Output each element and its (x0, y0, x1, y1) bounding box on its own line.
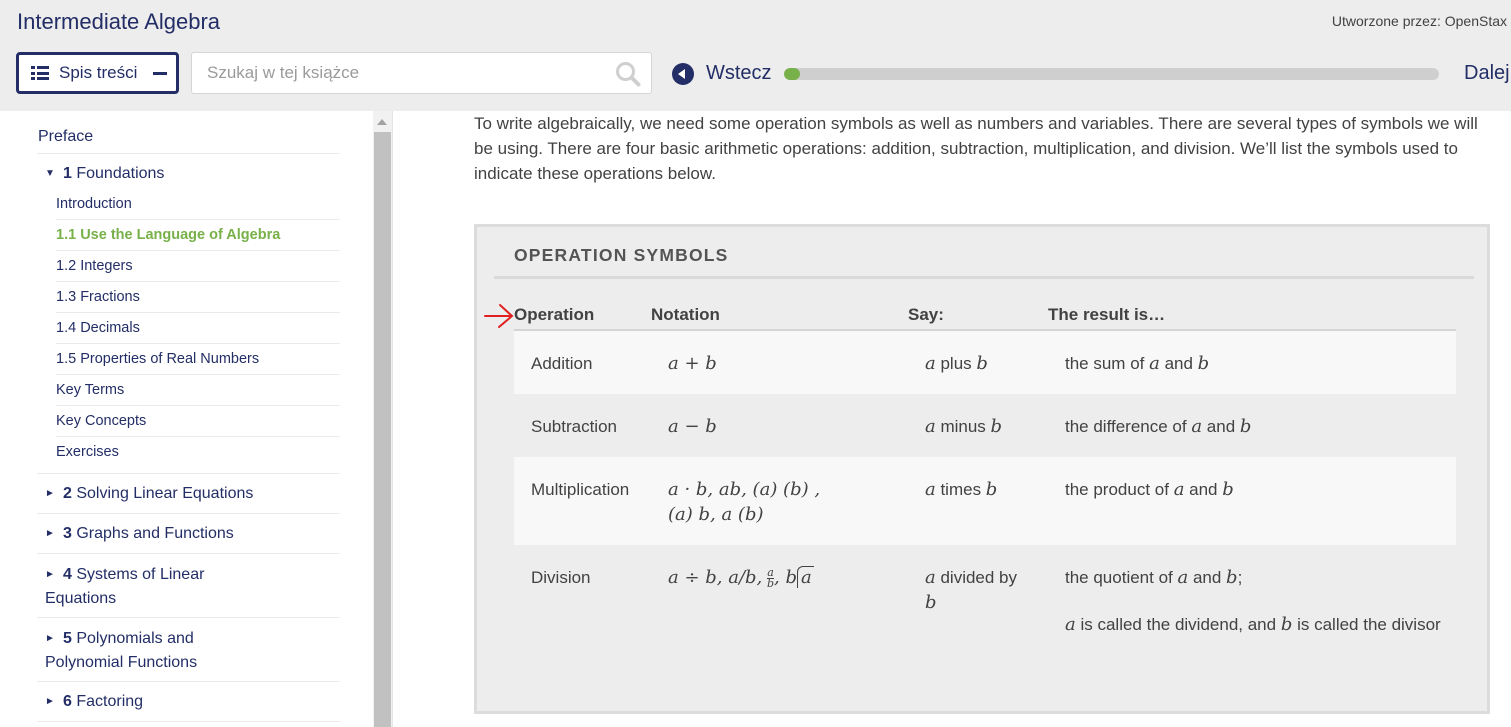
table-row: Division a ÷ b, a/b, $\frac{a}{b}$ , b a a divided by b the quotient of a and b; a is called the dividend, and b is called the divisor (514, 545, 1456, 655)
intro-paragraph: To write algebraically, we need some operation symbols as well as numbers and variables. There are several types of symbols we will be using. There are four basic arithmetic operations: addition, subtraction, multiplication, and division. We’ll list the symbols used to indicate these operations below. (474, 114, 1478, 183)
next-page-button[interactable]: Dalej (1464, 62, 1510, 84)
search-icon[interactable] (615, 61, 641, 87)
table-row: Addition a + b a plus b the sum of a and b (514, 330, 1456, 394)
caret-down-icon: ▼ (45, 168, 55, 179)
reading-progress-bar (784, 68, 1439, 80)
caret-right-icon: ► (45, 633, 55, 644)
toc-section-1-1[interactable]: 1.1 Use the Language of Algebra (56, 220, 340, 251)
search-field[interactable] (191, 52, 652, 94)
table-of-contents-button[interactable] (16, 52, 179, 94)
chevron-left-circle-icon (672, 63, 694, 85)
note-title: OPERATION SYMBOLS (514, 245, 729, 265)
caret-right-icon: ► (45, 528, 55, 539)
book-title[interactable]: Intermediate Algebra (17, 9, 221, 34)
column-header-result: The result is… (1048, 305, 1456, 330)
fraction: $\frac{a}{b}$ (767, 566, 775, 591)
author-credit: Utworzone przez: OpenStax (1331, 13, 1507, 29)
toc-chapter-5[interactable]: ► 5 Polynomials and Polynomial Functions (37, 618, 340, 682)
toc-button-label: Spis treści (59, 63, 138, 82)
top-bar (0, 0, 1511, 111)
divider (494, 276, 1474, 279)
toc-chapter-2[interactable]: ► 2 Solving Linear Equations (37, 474, 340, 514)
toc-section-introduction[interactable]: Introduction (56, 193, 340, 220)
toc-section-key-concepts[interactable]: Key Concepts (56, 406, 340, 437)
search-input[interactable] (192, 53, 612, 93)
previous-label: Wstecz (706, 62, 772, 84)
progress-fill (784, 68, 800, 80)
operation-symbols-table (514, 305, 1456, 655)
table-of-contents-sidebar (0, 111, 393, 727)
toc-section-1-4[interactable]: 1.4 Decimals (56, 313, 340, 344)
caret-right-icon: ► (45, 569, 55, 580)
toc-chapter-4[interactable]: ► 4 Systems of Linear Equations (37, 554, 340, 618)
table-row: Subtraction a − b a minus b the difference of a and b (514, 394, 1456, 457)
toc-list (37, 111, 340, 722)
minus-icon (153, 72, 167, 75)
toc-section-key-terms[interactable]: Key Terms (56, 375, 340, 406)
toc-section-1-3[interactable]: 1.3 Fractions (56, 282, 340, 313)
red-arrow-annotation-icon (482, 301, 514, 331)
column-header-say: Say: (908, 305, 1048, 330)
caret-right-icon: ► (45, 488, 55, 499)
toc-item-preface[interactable]: Preface (37, 111, 340, 154)
operation-symbols-note (474, 224, 1490, 714)
toc-chapter-6[interactable]: ► 6 Factoring (37, 682, 340, 722)
toc-section-1-5[interactable]: 1.5 Properties of Real Numbers (56, 344, 340, 375)
chapter-1-sections (37, 193, 340, 474)
list-icon (31, 66, 49, 80)
scrollbar-thumb[interactable] (374, 132, 391, 727)
scroll-up-arrow-icon[interactable] (377, 119, 387, 125)
sidebar-scrollbar[interactable] (373, 111, 392, 727)
page-content (394, 111, 1511, 727)
toc-chapter-1[interactable]: ▼ 1 Foundations (45, 165, 165, 182)
caret-right-icon: ► (45, 696, 55, 707)
toc-section-1-2[interactable]: 1.2 Integers (56, 251, 340, 282)
toc-section-exercises[interactable]: Exercises (56, 444, 119, 460)
column-header-operation: Operation (514, 305, 651, 330)
column-header-notation: Notation (651, 305, 908, 330)
previous-page-button[interactable] (672, 62, 772, 85)
table-row: Multiplication a · b, ab, (a) (b) , (a) b, a (b) a times b the product of a and b (514, 457, 1456, 545)
toc-chapter-3[interactable]: ► 3 Graphs and Functions (37, 514, 340, 554)
